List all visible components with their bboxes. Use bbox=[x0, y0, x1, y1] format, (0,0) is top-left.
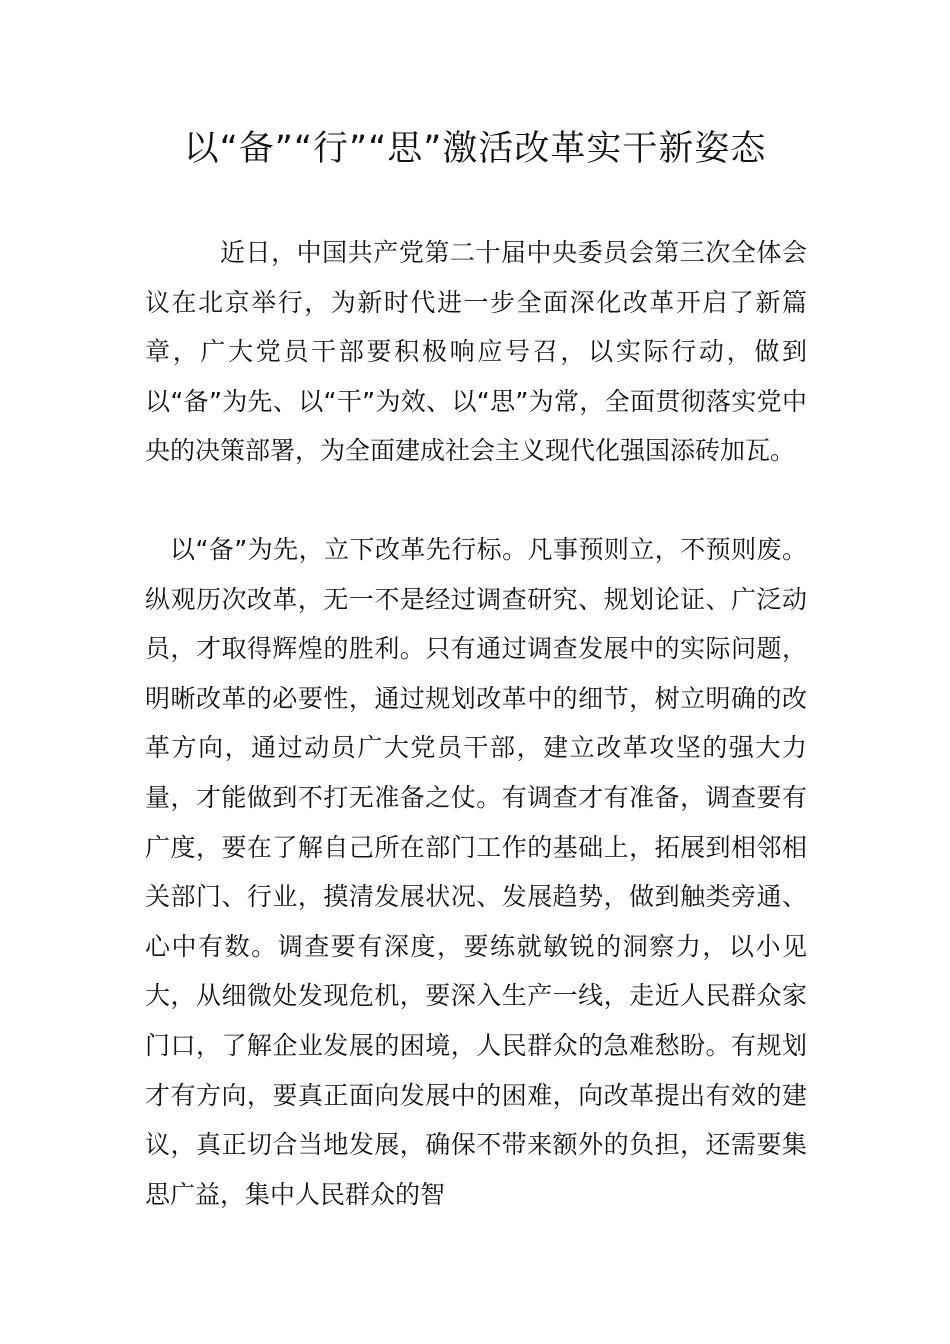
paragraph-preparation: 以“备”为先，立下改革先行标。凡事预则立，不预则废。纵观历次改革，无一不是经过调查研究、规划论证、广泛动员，才取得辉煌的胜利。只有通过调查发展中的实际问题，明晰改革的必要性，通过规划改革中的细节，树立明确的改革方向，通过动员广大党员干部，建立改革攻坚的强大力量，才能做到不打无准备之仗。有调查才有准备，调查要有广度，要在了解自己所在部门工作的基础上，拓展到相邻相关部门、行业，摸清发展状况、发展趋势，做到触类旁通、心中有数。调查要有深度，要练就敏锐的洞察力，以小见大，从细微处发现危机，要深入生产一线，走近人民群众家门口，了解企业发展的困境，人民群众的急难愁盼。有规划才有方向，要真正面向发展中的困难，向改革提出有效的建议，真正切合当地发展，确保不带来额外的负担，还需要集思广益，集中人民群众的智 bbox=[145, 535, 807, 1209]
paragraph-intro: 近日，中国共产党第二十届中央委员会第三次全体会议在北京举行，为新时代进一步全面深化改革开启了新篇章，广大党员干部要积极响应号召，以实际行动，做到以“备”为先、以“干”为效、以“思”为常，全面贯彻落实党中央的决策部署，为全面建成社会主义现代化强国添砖加瓦。 bbox=[145, 238, 807, 466]
document-title: 以“备”“行”“思”激活改革实干新姿态 bbox=[183, 129, 767, 169]
